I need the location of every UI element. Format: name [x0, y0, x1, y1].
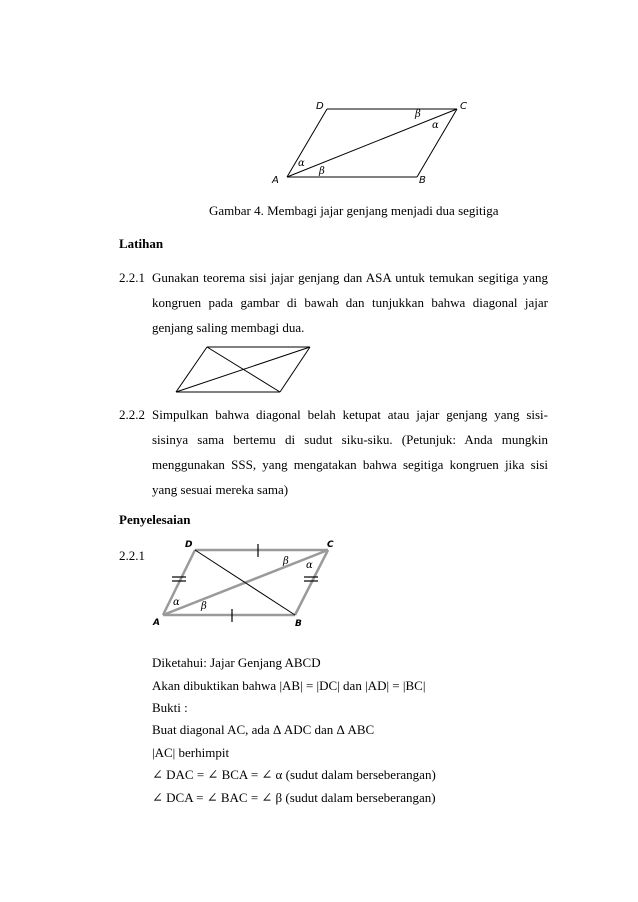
vertex-label-c: C [327, 540, 334, 550]
proof-line: |AC| berhimpit [152, 745, 230, 760]
angle-alpha-c: α [306, 560, 313, 571]
exercise-text-line: genjang saling membagi dua. [152, 320, 305, 335]
vertex-label-c: C [460, 101, 467, 112]
proof-line: Diketahui: Jajar Genjang ABCD [152, 655, 321, 670]
exercise-text-line: Gunakan teorema sisi jajar genjang dan ASA untuk temukan segitiga yang [152, 270, 548, 285]
angle-alpha-c: α [432, 120, 439, 131]
exercise-text-line: kongruen pada gambar di bawah dan tunjukkan bahwa diagonal jajar [152, 295, 548, 310]
angle-beta-a: β [201, 601, 207, 612]
solution-number: 2.2.1 [119, 548, 145, 563]
vertex-label-a: A [153, 618, 160, 628]
exercise-text-line: sisinya sama bertemu di sudut siku-siku. (Petunjuk: Anda mungkin [152, 432, 548, 447]
exercise-text-line: Simpulkan bahwa diagonal belah ketupat atau jajar genjang yang sisi- [152, 407, 548, 422]
exercise-text-line: yang sesuai mereka sama) [152, 482, 289, 497]
exercise-number: 2.2.2 [119, 407, 145, 422]
angle-alpha-a: α [173, 597, 180, 608]
vertex-label-b: B [295, 619, 302, 629]
proof-line: Bukti : [152, 700, 188, 715]
proof-line: Buat diagonal AC, ada Δ ADC dan Δ ABC [152, 722, 375, 737]
angle-beta-c: β [283, 556, 289, 567]
proof-line: Akan dibuktikan bahwa |AB| = |DC| dan |AD| = |BC| [152, 678, 426, 693]
vertex-label-d: D [316, 101, 324, 112]
vertex-label-a: A [272, 175, 279, 186]
diagonal-bd [195, 550, 295, 615]
vertex-label-b: B [419, 175, 426, 186]
figure-caption: Gambar 4. Membagi jajar genjang menjadi dua segitiga [209, 203, 499, 218]
angle-alpha-a: α [298, 158, 305, 169]
section-heading-latihan: Latihan [119, 236, 164, 251]
exercise-text-line: menggunakan SSS, yang mengatakan bahwa segitiga kongruen jika sisi [152, 457, 548, 472]
vertex-label-d: D [185, 540, 193, 550]
angle-beta-c: β [415, 109, 421, 120]
angle-beta-a: β [319, 166, 325, 177]
proof-line: ∠ DCA = ∠ BAC = ∠ β (sudut dalam berseberangan) [152, 790, 436, 805]
proof-line: ∠ DAC = ∠ BCA = ∠ α (sudut dalam berseberangan) [152, 767, 436, 782]
exercise-number: 2.2.1 [119, 270, 145, 285]
section-heading-penyelesaian: Penyelesaian [119, 512, 191, 527]
